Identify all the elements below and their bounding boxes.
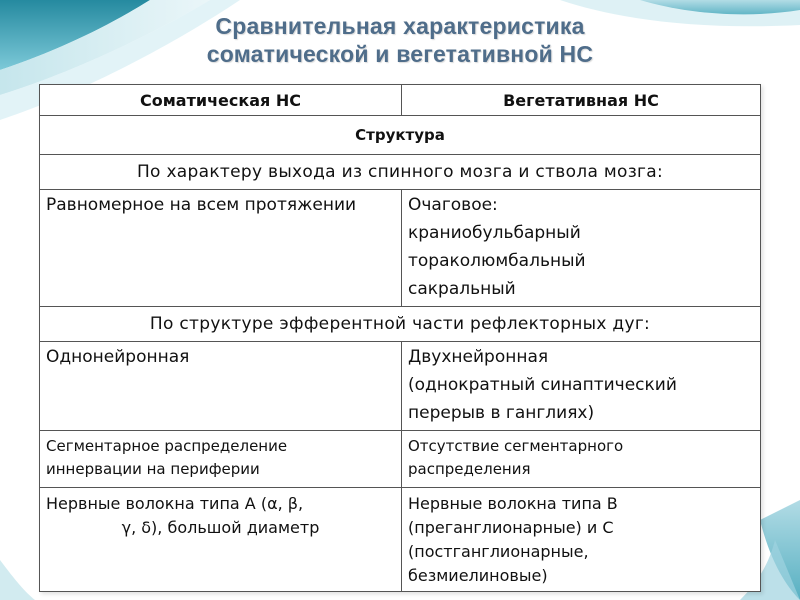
segmental-vegetative-cell: [402, 431, 761, 488]
exit-vegetative-line: краниобульбарный: [408, 223, 581, 243]
exit-somatic-cell: [40, 190, 402, 307]
exit-vegetative-cell: [402, 190, 761, 307]
fibers-somatic-line: Нервные волокна типа А (α, β,: [46, 494, 304, 513]
title-line-1: Сравнительная характеристика: [215, 13, 585, 39]
fibers-vegetative-line: (преганглионарные) и С: [408, 518, 614, 537]
segmental-somatic-cell: [40, 431, 402, 488]
efferent-label: По структуре эфферентной части рефлекторных дуг:: [40, 307, 761, 342]
exit-vegetative-line: тораколюмбальный: [408, 251, 586, 271]
efferent-label-row: [40, 307, 761, 342]
efferent-vegetative-line: Двухнейронная: [408, 347, 549, 367]
exit-vegetative-line: Очаговое:: [408, 195, 498, 215]
segmental-somatic-line: Сегментарное распределение: [46, 437, 288, 455]
table-header-row: [40, 85, 761, 116]
fibers-vegetative-line: (постганглионарные,: [408, 542, 589, 561]
fibers-vegetative-line: безмиелиновые): [408, 566, 548, 585]
fibers-row: [40, 488, 761, 592]
title-line-2: соматической и вегетативной НС: [206, 41, 594, 67]
segmental-vegetative-line: распределения: [408, 460, 531, 478]
efferent-somatic-cell: [40, 342, 402, 431]
fibers-vegetative-cell: [402, 488, 761, 592]
header-somatic: Соматическая НС: [40, 85, 402, 116]
fibers-somatic-line: γ, δ), большой диаметр: [121, 518, 320, 537]
segmental-vegetative-line: Отсутствие сегментарного: [408, 437, 624, 455]
exit-vegetative-line: сакральный: [408, 279, 516, 299]
structure-label: Структура: [40, 116, 761, 155]
segmental-row: [40, 431, 761, 488]
efferent-vegetative-line: (однократный синаптический: [408, 375, 677, 395]
exit-label-row: [40, 155, 761, 190]
exit-somatic-text: Равномерное на всем протяжении: [46, 195, 357, 215]
comparison-table: [39, 84, 761, 592]
header-vegetative: Вегетативная НС: [402, 85, 761, 116]
segmental-somatic-line: иннервации на периферии: [46, 460, 260, 478]
exit-row: [40, 190, 761, 307]
efferent-vegetative-line: перерыв в ганглиях): [408, 403, 595, 423]
slide-title: [100, 12, 700, 68]
structure-row: [40, 116, 761, 155]
efferent-vegetative-cell: [402, 342, 761, 431]
fibers-vegetative-line: Нервные волокна типа В: [408, 494, 618, 513]
fibers-somatic-cell: [40, 488, 402, 592]
efferent-somatic-text: Однонейронная: [46, 347, 190, 367]
efferent-row: [40, 342, 761, 431]
exit-label: По характеру выхода из спинного мозга и ствола мозга:: [40, 155, 761, 190]
